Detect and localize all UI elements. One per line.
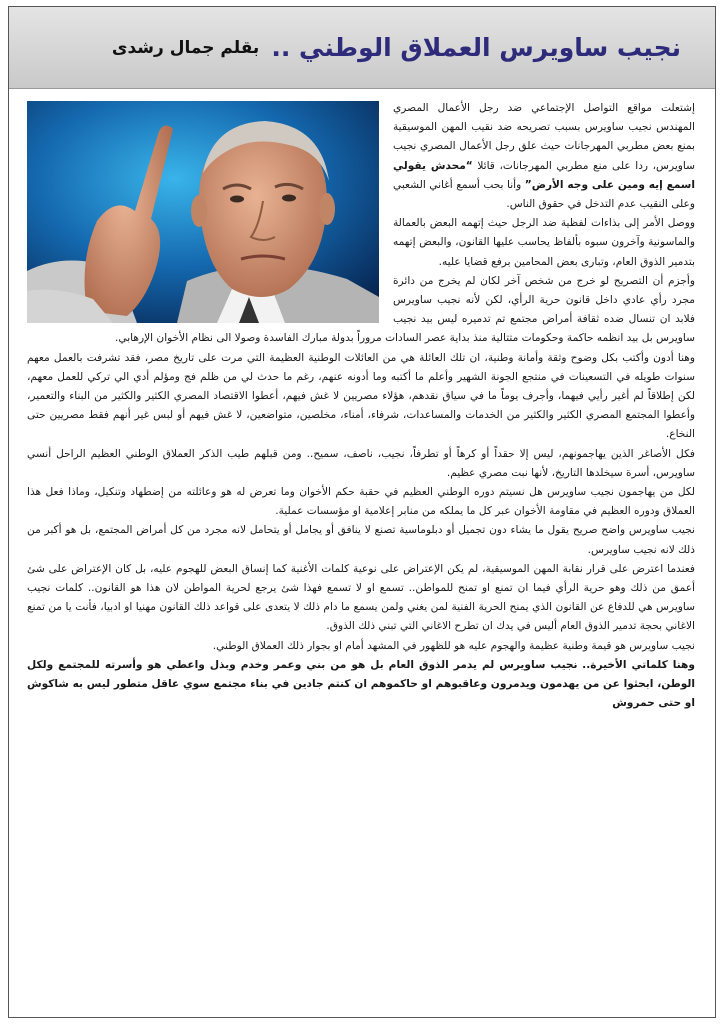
quote-text: “محدش يقولي اسمع إيه ومين على وجه الأرض” [393, 159, 695, 191]
article-title: نجيب ساويرس العملاق الوطني .. [271, 33, 681, 62]
portrait-photo-icon [27, 101, 379, 323]
article-paragraph: نجيب ساويرس هو قيمة وطنية عظيمة والهجوم عليه هو للظهور في المشهد أمام او بجوار ذلك العملاق الوطني. [212, 639, 695, 652]
article-body [9, 89, 715, 714]
article-header [9, 7, 715, 89]
paragraph-text: وأنا بحب أسمع أغاني الشعبي وعلى النقيب عدم التدخل في حقوق الناس. [393, 178, 695, 211]
paragraph-text: إشتعلت مواقع التواصل الإجتماعي ضد رجل الأعمال المصري المهندس نجيب ساويرس بسبب تصريحه ضد نقيب المهن الموسيقية بمنع بعض مطربي المهرجانات حيث علق رجل الأعمال المصري نجيب ساويرس، ردا على منع مطربي المهرجانات، قائلا [393, 102, 695, 172]
article-paragraph: فعندما اعترض على قرار نقابة المهن الموسيقية، لم يكن الإعتراض على نوعية كلمات الأغنية كما إنساق البعض للهجوم عليه، بل كان الإعتراض على شئ أعمق من ذلك وهو حرية الرأي فيما ان تمنع او تمنح للمواطن.. تسمع او لا تسمع فهذا شئ يرجع لحرية المواطن لان هذا هو القانون.. كلمات نجيب ساويرس هي للدفاع عن القانون الذي يمنح الحرية الفنية لمن يغني ولمن يسمع ما دام ذلك لا يتعدى على قواعد ذلك القانون مهنيا او ادبيا، فأنت يا من تمنع الاغاني بحجة تدمير الذوق العام أليس في يدك ان تطرح الاغاني التي تبني ذلك الذوق. [27, 562, 695, 633]
article-paragraph: وهنا أدون وأكتب بكل وضوح وثقة وأمانة وطنية، ان تلك العائلة هي من العائلات الوطنية العظيمة التي مرت على تاريخ مصر، فقد تشرفت بالعمل معهم سنوات طويله في التسعينات في منتجع الجونة الشهير وأعلم ما أكتبه وما أدونه عنهم، رغم ما حدث لي من ظلم فج ومؤلم أدي الي تركي للعمل معهم، لكن إطلاقاً لم أغير رأيي فيهما، وأجرف يوماً ما في سياق نقدهم، هؤلاء مصريين لا غش فيهم، أعطوا الاقتصاد المصري الكثير والكثير من البناء والتعمير، وأعطوا المجتمع المصري الكثير والكثير من الخدمات والمساعدات، شرفاء، أمناء، مخلصين، متواضعين، لا غش فيهم أو لبس غير أنهم فقط مصريين حتى النخاع. [27, 351, 695, 441]
closing-paragraph [27, 656, 695, 714]
article-page [8, 6, 716, 1018]
closing-text: نجيب ساويرس لم يدمر الذوق العام بل هو من بني وعمر وخدم وبذل واعطي هو وأسرته للمجتمع ولكل الوطن، ابحثوا عن من يهدمون ويدمرون وعاقبوهم او حاكموهم ان كنتم جادين في بناء مجتمع سوي عاقل متطور ليس به شاكوش او حتى حمروش [27, 658, 695, 710]
article-paragraph: فكل الأصاغر الذين يهاجمونهم، ليس إلا حقداً أو كرهاً أو تطرفاً، نجيب، ناصف، سميح.. ومن قبلهم طيب الذكر العملاق الوطني العظيم الراحل أنسي ساويرس، أسرة سيخلدها التاريخ، لأنها نبت مصري عظيم. [27, 447, 695, 479]
article-paragraph: نجيب ساويرس واضح صريح يقول ما يشاء دون تجميل أو دبلوماسية تصنع لا ينافق أو يجامل أو يتحامل لانه مجرد من كل أمراض المجتمع، بل هو أكبر من ذلك لانه نجيب ساويرس. [27, 524, 695, 556]
article-paragraph: لكل من يهاجمون نجيب ساويرس هل نسيتم دوره الوطني العظيم في حقبة حكم الأخوان وما تعرض له هو وعائلته من إضطهاد وتنكيل، وماذا فعل هذا العملاق ودوره العظيم في مقاومة الأخوان عبر كل ما يملكه من منابر إعلامية او مؤسسات عملية. [27, 486, 695, 518]
article-paragraph: ووصل الأمر إلى بذاءات لفظية ضد الرجل حيث إتهمه البعض بالعمالة والماسونية وآخرون سبوه بألفاظ يحاسب عليها القانون، والبعض إتهمه بتدمير الذوق العام، وتبارى بعض المحامين برفع قضايا عليه. [393, 217, 695, 268]
article-paragraph: وأجزم أن التصريح لو خرج من شخص آخر لكان لم يخرج من دائرة مجرد رأي عادي داخل قانون حرية الرأي، لكن لأنه نجيب ساويرس فلابد ان تنسال ضده ثقافة أمراض مجتمع تم تدميره ليس بيد نجيب ساويرس بل بيد انظمه حاكمة وحكومات متتالية منذ بداية عصر السادات مروراً بدولة مبارك الفاسدة وصولا الى نظام الأخوان الإرهابي. [115, 274, 695, 345]
author-byline: بقلم جمال رشدى [111, 37, 260, 58]
closing-label: وهنا كلماتي الأخيرة.. [582, 658, 695, 671]
